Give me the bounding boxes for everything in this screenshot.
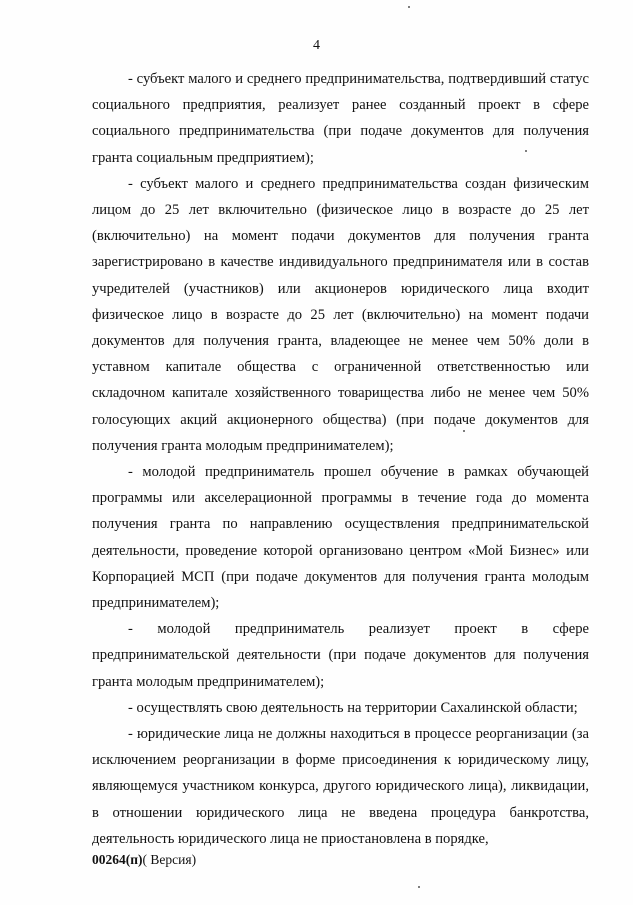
paragraph-training: - молодой предприниматель прошел обучение в рамках обучающей программы или акселерационной программы в течение года до момента получения гранта по направлению осуществления предпринимательской деятельности, проведение которой организовано центром «Мой Бизнес» или Корпорацией МСП (при подаче документов для получения гранта молодым предпринимателем); bbox=[92, 464, 589, 612]
document-footer bbox=[92, 852, 196, 868]
paragraph-project: - молодой предприниматель реализует проект в сфере предпринимательской деятельности (при подаче документов для получения гранта молодым предпринимателем); bbox=[92, 621, 589, 690]
document-version: ( Версия) bbox=[142, 852, 197, 867]
scan-speck bbox=[408, 6, 410, 8]
paragraph-reorganization: - юридические лица не должны находиться в процессе реорганизации (за исключением реорганизации в форме присоединения к юридическому лицу, являющемуся участником конкурса, другого юридического лица), ликвидации, в отношении юридического лица не введена процедура банкротства, деятельность юридического лица не приостановлена в порядке, bbox=[92, 726, 589, 847]
document-body bbox=[92, 66, 589, 852]
paragraph-social-enterprise: - субъект малого и среднего предпринимательства, подтвердивший статус социального предприятия, реализует ранее созданный проект в сфере социального предпринимательства (при подаче документов для получения гранта социальным предприятием); bbox=[92, 71, 589, 166]
document-code: 00264(п) bbox=[92, 852, 143, 867]
paragraph-territory: - осуществлять свою деятельность на территории Сахалинской области; bbox=[128, 699, 578, 716]
scan-speck bbox=[463, 430, 465, 432]
paragraph-young-founder: - субъект малого и среднего предпринимательства создан физическим лицом до 25 лет включительно (физическое лицо в возрасте до 25 лет (включительно) на момент подачи документов для получения гранта зарегистрировано в качестве индивидуального предпринимателя или в состав учредителей (участников) или акционеров юридического лица входит физическое лицо в возрасте до 25 лет (включительно) на момент подачи документов для получения гранта, владеющее не менее чем 50% доли в уставном капитале общества с ограниченной ответственностью или складочном капитале хозяйственного товарищества либо не менее чем 50% голосующих акций акционерного общества) (при подаче документов для получения гранта молодым предпринимателем); bbox=[92, 175, 589, 454]
page-number: 4 bbox=[313, 38, 320, 53]
scan-speck bbox=[525, 150, 527, 152]
scan-speck bbox=[418, 886, 420, 888]
